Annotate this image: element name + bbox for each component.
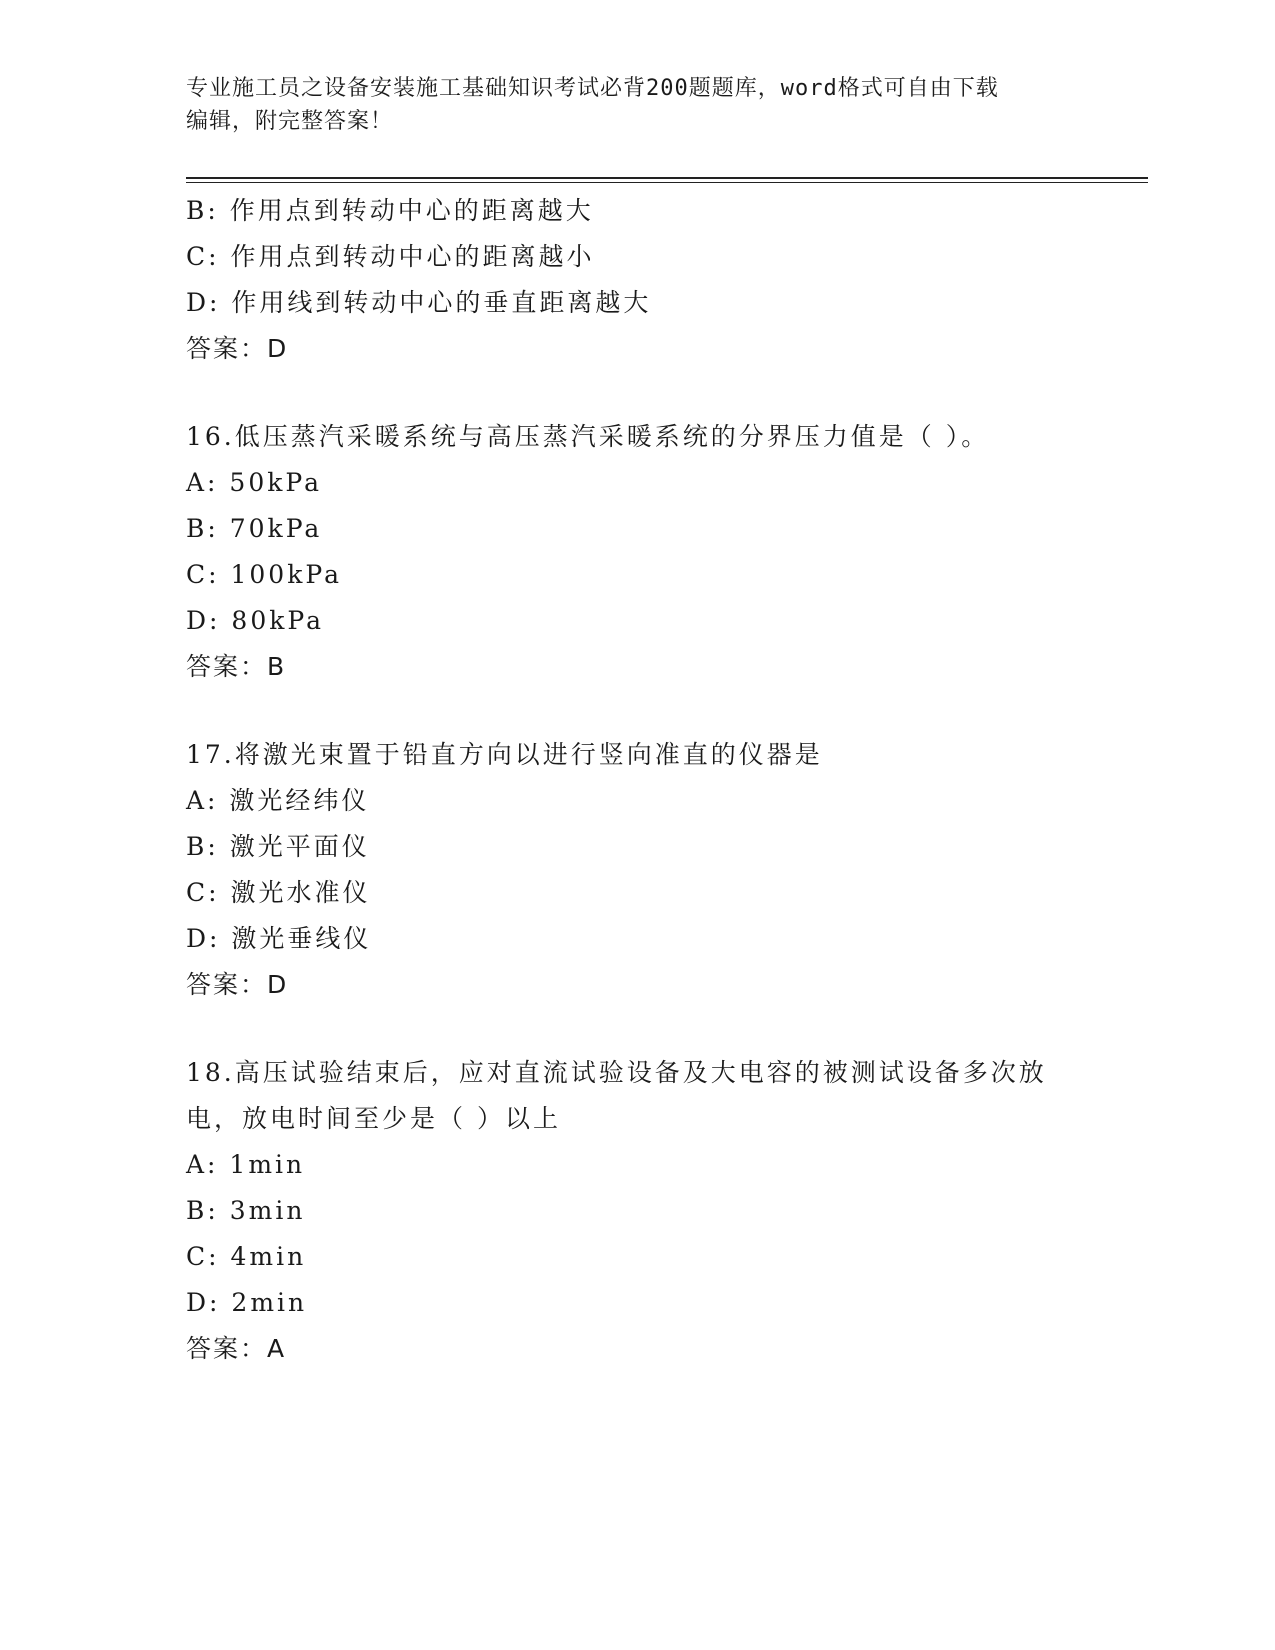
- question-text-line-2: 电，放电时间至少是（ ）以上: [186, 1104, 561, 1133]
- option-a: A: 激光经纬仪: [186, 786, 370, 815]
- option-c: C: 100kPa: [186, 560, 342, 589]
- document-header: [186, 72, 1086, 138]
- option-c: C: 4min: [186, 1242, 307, 1271]
- question-text: 17.将激光束置于铅直方向以进行竖向准直的仪器是: [186, 740, 823, 769]
- option-d: D: 2min: [186, 1288, 308, 1317]
- option-d: D: 激光垂线仪: [186, 924, 372, 953]
- option-a: A: 1min: [186, 1150, 306, 1179]
- question-block-15: [186, 188, 1146, 372]
- option-c: C: 作用点到转动中心的距离越小: [186, 242, 595, 271]
- question-text: 16.低压蒸汽采暖系统与高压蒸汽采暖系统的分界压力值是（ ）。: [186, 422, 990, 451]
- spacer: [186, 372, 1146, 414]
- header-title-line-2: 编辑，附完整答案！: [186, 109, 394, 134]
- option-b: B: 3min: [186, 1196, 306, 1225]
- header-title-line-1: 专业施工员之设备安装施工基础知识考试必背200题题库，word格式可自由下载: [186, 76, 999, 101]
- answer-line: 答案：D: [186, 970, 289, 999]
- option-b: B: 激光平面仪: [186, 832, 370, 861]
- question-text-line-1: 18.高压试验结束后，应对直流试验设备及大电容的被测试设备多次放: [186, 1058, 1047, 1087]
- question-block-16: [186, 414, 1146, 690]
- header-divider-thin: [186, 182, 1148, 183]
- spacer: [186, 1008, 1146, 1050]
- option-d: D: 80kPa: [186, 606, 324, 635]
- question-block-18: [186, 1050, 1146, 1372]
- option-b: B: 作用点到转动中心的距离越大: [186, 196, 594, 225]
- option-d: D: 作用线到转动中心的垂直距离越大: [186, 288, 652, 317]
- answer-line: 答案：B: [186, 652, 287, 681]
- answer-line: 答案：A: [186, 1334, 287, 1363]
- option-c: C: 激光水准仪: [186, 878, 371, 907]
- answer-line: 答案：D: [186, 334, 289, 363]
- option-a: A: 50kPa: [186, 468, 322, 497]
- question-list: [186, 188, 1146, 1372]
- question-block-17: [186, 732, 1146, 1008]
- option-b: B: 70kPa: [186, 514, 323, 543]
- spacer: [186, 690, 1146, 732]
- header-divider-thick: [186, 177, 1148, 179]
